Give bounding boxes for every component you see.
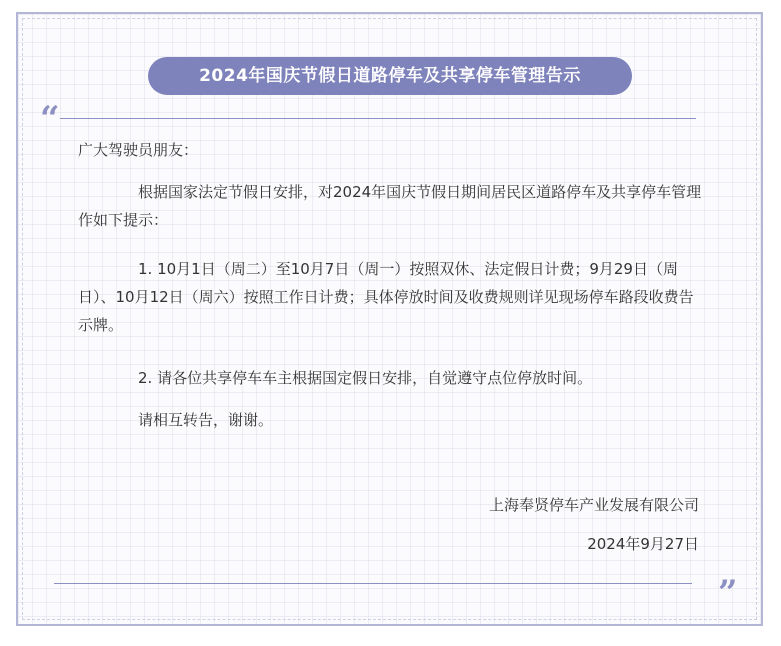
signature-organization: 上海奉贤停车产业发展有限公司	[488, 496, 699, 514]
notice-frame	[16, 12, 763, 626]
greeting: 广大驾驶员朋友：	[78, 141, 199, 159]
paragraph-item-2: 2. 请各位共享停车车主根据国定假日安排，自觉遵守点位停放时间。	[138, 369, 593, 387]
notice-title: 2024年国庆节假日道路停车及共享停车管理告示	[148, 57, 632, 95]
paragraph-item-1: 1. 10月1日（周二）至10月7日（周一）按照双休、法定假日计费；9月29日（周日）、10月12日（周六）按照工作日计费；具体停放时间及收费规则详见现场停车路段收费告示牌。	[78, 260, 694, 334]
paragraph-closing: 请相互转告，谢谢。	[138, 411, 274, 429]
bottom-divider	[54, 583, 692, 584]
top-divider	[60, 118, 696, 119]
close-quote-icon: ”	[718, 573, 738, 613]
signature-date: 2024年9月27日	[587, 535, 699, 553]
paragraph-intro: 根据国家法定节假日安排，对2024年国庆节假日期间居民区道路停车及共享停车管理作如下提示：	[78, 183, 702, 229]
open-quote-icon: “	[40, 99, 60, 139]
